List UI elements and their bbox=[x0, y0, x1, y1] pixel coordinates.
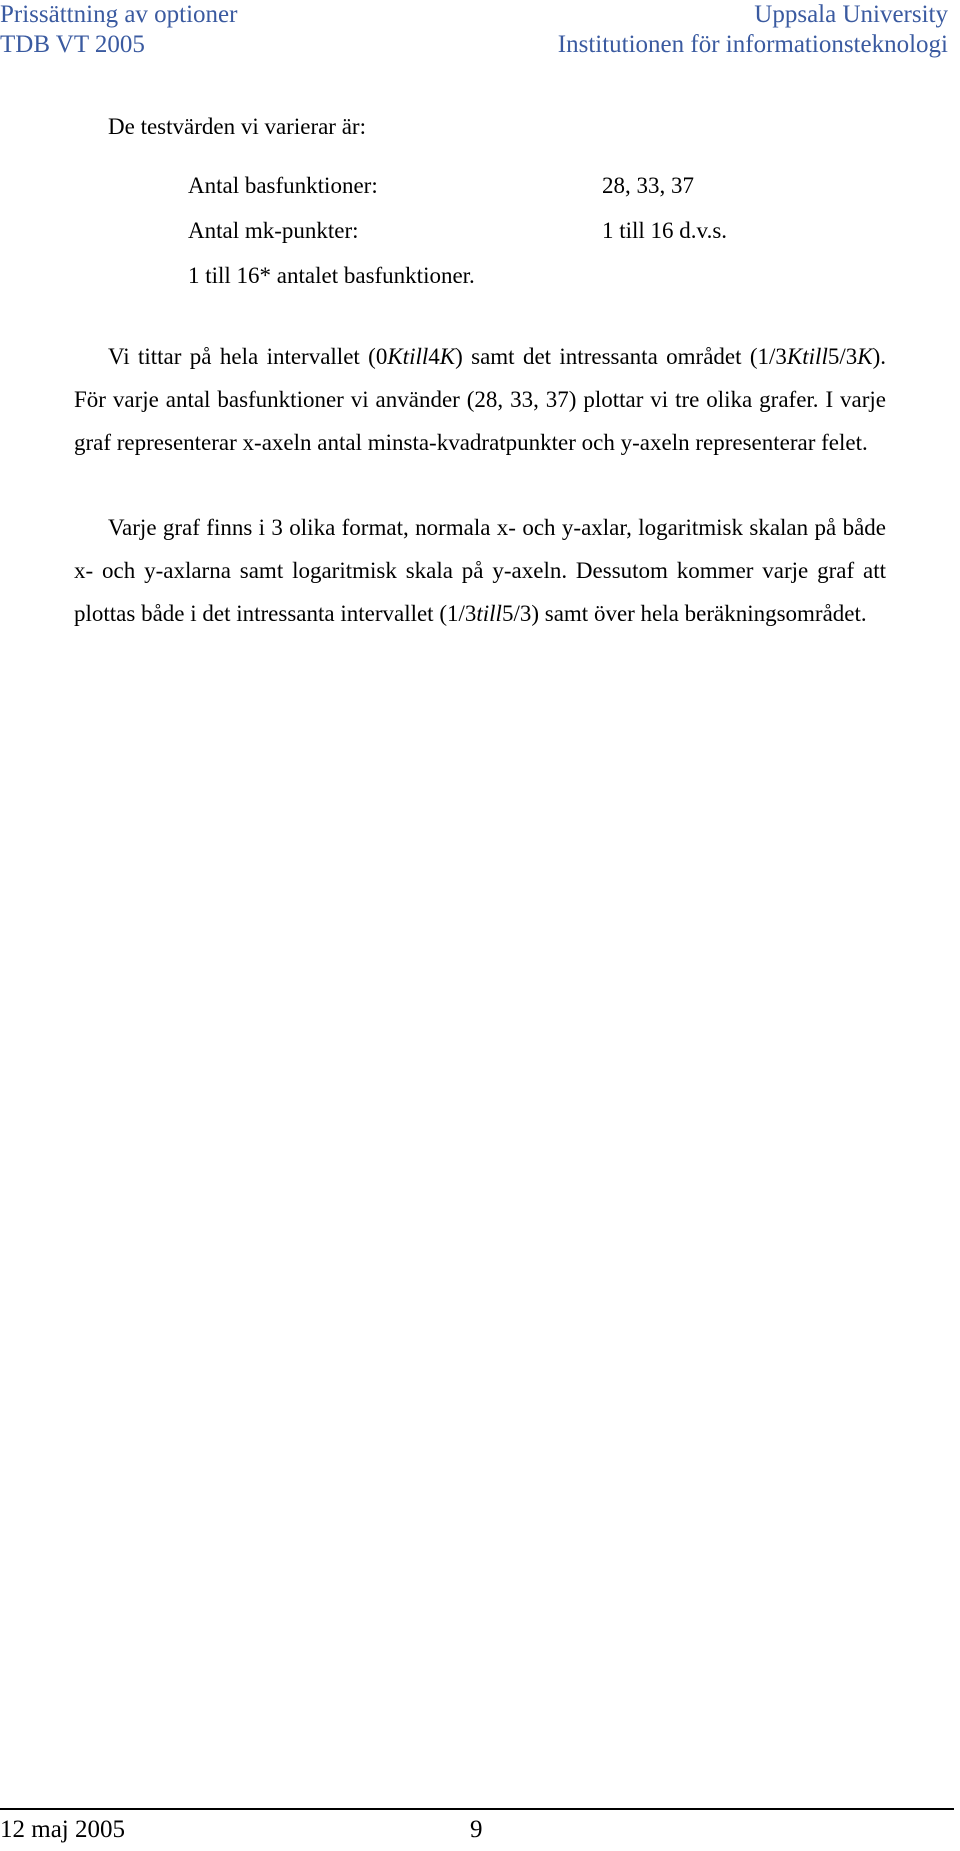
text-segment: ). För varje antal basfunktioner vi använder (28, 33, 37) plottar vi tre olika grafer. I varje graf representerar x-axeln antal minsta-kvadratpunkter och y-axeln representerar felet. bbox=[74, 344, 886, 455]
department-name: Institutionen för informationsteknologi bbox=[557, 31, 948, 58]
page-header bbox=[0, 0, 948, 72]
value-label: Antal basfunktioner: bbox=[188, 173, 378, 198]
math-segment: Ktill bbox=[786, 344, 828, 369]
paragraph-intervals bbox=[74, 335, 886, 464]
value-note: 1 till 16* antalet basfunktioner. bbox=[188, 263, 475, 288]
text-segment: 4 bbox=[428, 344, 440, 369]
text-segment: ) samt det intressanta området (1/3 bbox=[455, 344, 787, 369]
paragraph-graph-formats bbox=[74, 506, 886, 635]
header-left bbox=[0, 0, 237, 60]
text-segment: Varje graf finns i 3 olika format, normala x- och y-axlar, logaritmisk skalan på både x- och y-axlarna samt logaritmisk skala på y-axeln. Dessutom kommer varje graf att plottas både i det intressanta intervallet (1/3 bbox=[74, 515, 886, 626]
text-segment: Vi tittar på hela intervallet (0 bbox=[108, 344, 388, 369]
value-value: 1 till 16 d.v.s. bbox=[602, 218, 728, 243]
intro-text: De testvärden vi varierar är: bbox=[108, 114, 366, 139]
test-values-list bbox=[74, 164, 886, 299]
header-right bbox=[558, 0, 948, 60]
text-segment: 5/3) samt över hela beräkningsområdet. bbox=[501, 601, 867, 626]
university-name: Uppsala University bbox=[754, 1, 948, 28]
page-footer bbox=[0, 1814, 954, 1846]
math-segment: till bbox=[476, 601, 502, 626]
page-number: 9 bbox=[470, 1816, 483, 1843]
value-row-lsq-points bbox=[188, 209, 886, 254]
value-row-basis-functions bbox=[188, 164, 886, 209]
math-segment: K bbox=[857, 344, 873, 369]
value-label: Antal mk-punkter: bbox=[188, 218, 359, 243]
page-body bbox=[74, 105, 886, 635]
value-value: 28, 33, 37 bbox=[602, 173, 694, 198]
course-term: TDB VT 2005 bbox=[0, 31, 145, 58]
footer-rule bbox=[0, 1808, 954, 1810]
text-segment: 5/3 bbox=[827, 344, 858, 369]
math-segment: K bbox=[439, 344, 456, 369]
document-title: Prissättning av optioner bbox=[0, 1, 238, 28]
footer-date: 12 maj 2005 bbox=[0, 1816, 125, 1843]
math-segment: Ktill bbox=[387, 344, 429, 369]
